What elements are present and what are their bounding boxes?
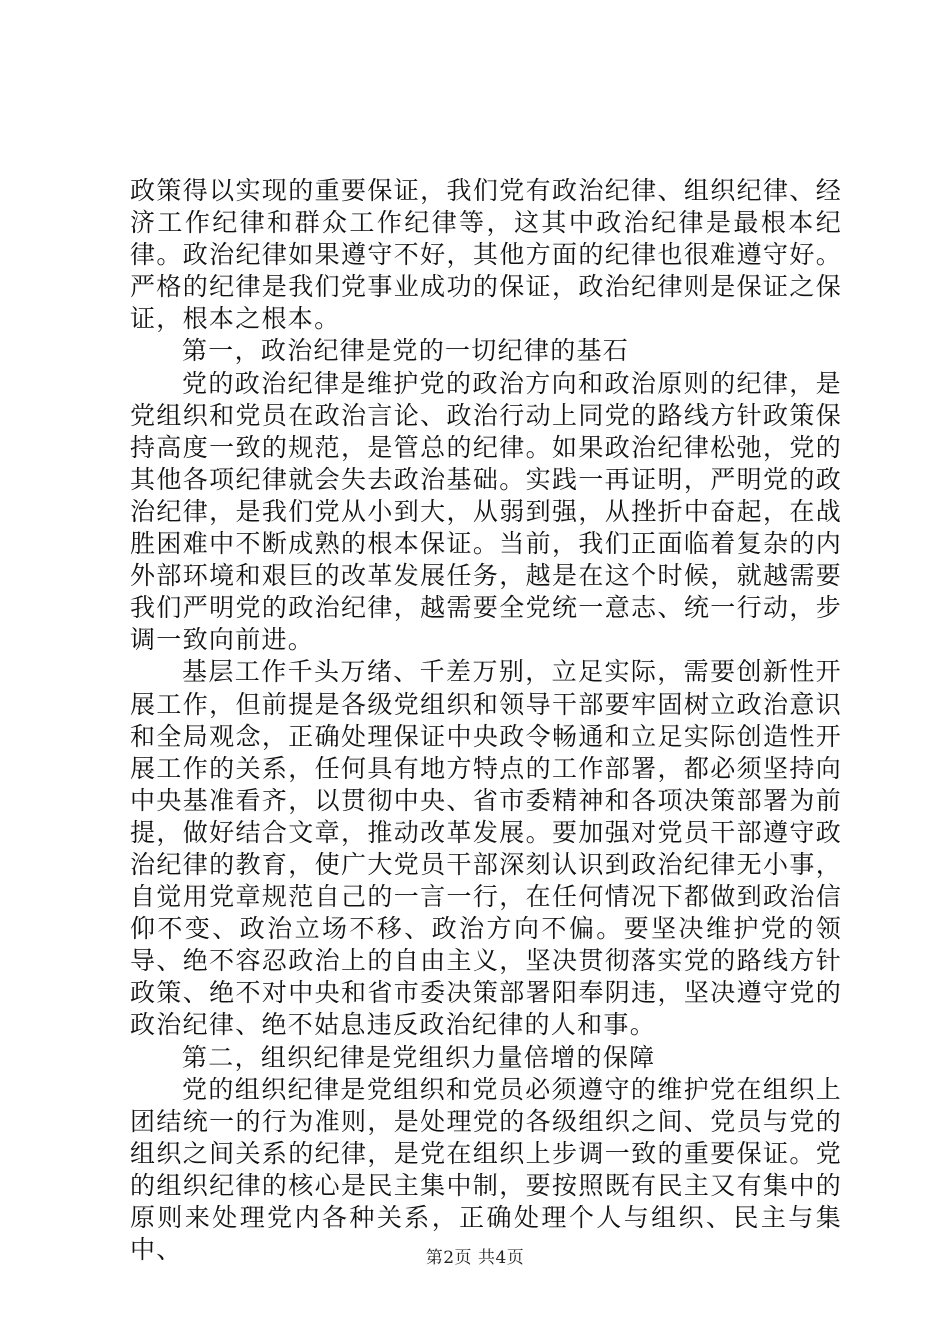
section-heading-1: 第一，政治纪律是党的一切纪律的基石 [182, 336, 630, 366]
paragraph-1: 政策得以实现的重要保证，我们党有政治纪律、组织纪律、经济工作纪律和群众工作纪律等，这其中政治纪律是最根本纪律。政治纪律如果遵守不好，其他方面的纪律也很难遵守好。严格的纪律是我们党事业成功的保证，政治纪律则是保证之保证，根本之根本。 [130, 176, 842, 334]
paragraph-3: 基层工作千头万绪、千差万别，立足实际，需要创新性开展工作，但前提是各级党组织和领导干部要牢固树立政治意识和全局观念，正确处理保证中央政令畅通和立足实际创造性开展工作的关系，任何具有地方特点的工作部署，都必须坚持向中央基准看齐，以贯彻中央、省市委精神和各项决策部署为前提，做好结合文章，推动改革发展。要加强对党员干部遵守政治纪律的教育，使广大党员干部深刻认识到政治纪律无小事，自觉用党章规范自己的一言一行，在任何情况下都做到政治信仰不变、政治立场不移、政治方向不偏。要坚决维护党的领导、绝不容忍政治上的自由主义，坚决贯彻落实党的路线方针政策、绝不对中央和省市委决策部署阳奉阴违，坚决遵守党的政治纪律、绝不姑息违反政治纪律的人和事。 [130, 657, 842, 1040]
page-footer [0, 1243, 950, 1268]
section-heading-2: 第二，组织纪律是党组织力量倍增的保障 [182, 1042, 656, 1072]
paragraph-4: 党的组织纪律是党组织和党员必须遵守的维护党在组织上团结统一的行为准则，是处理党的各级组织之间、党员与党的组织之间关系的纪律，是党在组织上步调一致的重要保证。党的组织纪律的核心是民主集中制，要按照既有民主又有集中的原则来处理党内各种关系，正确处理个人与组织、民主与集中、 [130, 1074, 842, 1265]
paragraph-2: 党的政治纪律是维护党的政治方向和政治原则的纪律，是党组织和党员在政治言论、政治行动上同党的路线方针政策保持高度一致的规范，是管总的纪律。如果政治纪律松弛，党的其他各项纪律就会失去政治基础。实践一再证明，严明党的政治纪律，是我们党从小到大，从弱到强，从挫折中奋起，在战胜困难中不断成熟的根本保证。当前，我们正面临着复杂的内外部环境和艰巨的改革发展任务，越是在这个时候，就越需要我们严明党的政治纪律，越需要全党统一意志、统一行动，步调一致向前进。 [130, 368, 842, 655]
document-body [130, 175, 842, 1266]
page-number: 第2页 共4页 [425, 1248, 525, 1268]
